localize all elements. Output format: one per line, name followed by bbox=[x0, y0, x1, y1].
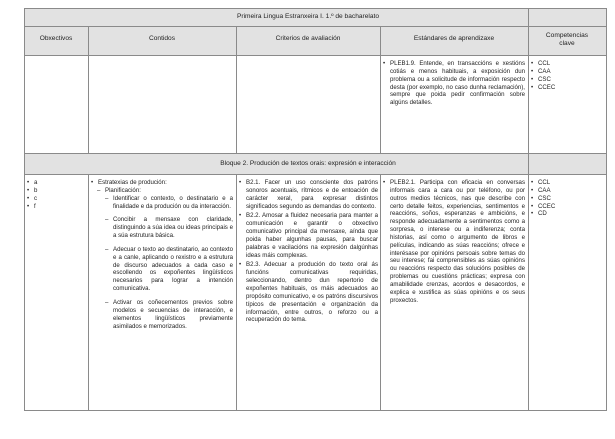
objective-item: • c bbox=[26, 195, 86, 203]
competence-item: • CSC bbox=[530, 195, 604, 203]
standard-item: • PLEB1.9. Entende, en transaccións e xestións cotiás e menos habituais, a exposición dun problema ou a solicitude de información respecto desta (por exemplo, no caso dunha reclamación), sempre que poida pedir confirmación sobre algúns detalles. bbox=[382, 60, 525, 107]
rule bbox=[236, 174, 237, 411]
block-title: Bloque 2. Produción de textos orais: expresión e interacción bbox=[220, 160, 396, 167]
header-competences bbox=[528, 32, 606, 48]
table-title: Primeira Lingua Estranxeira I. 1.º de bacharelato bbox=[236, 13, 380, 20]
rule bbox=[88, 174, 89, 411]
objective-item: • a bbox=[26, 179, 86, 187]
competence-item: • CCEC bbox=[530, 84, 604, 92]
rule bbox=[24, 153, 607, 154]
competence-item: • CAA bbox=[530, 68, 604, 76]
rule bbox=[24, 410, 607, 411]
rule bbox=[528, 8, 529, 26]
competence-item: • CSC bbox=[530, 76, 604, 84]
rule bbox=[528, 174, 529, 411]
competences-cell-row1 bbox=[530, 60, 604, 91]
standard-item: • PLEB2.1. Participa con eficacia en conversas informais cara a cara ou por teléfono, ou por outros medios técnicos, nas que describe con certo detalle feitos, experiencias, sentimentos e reaccións, soños, esperanzas e ambicións, e responde adecuadamente a sentimentos como a sorpresa, o interese ou a indiferenza; conta historias, así como o argumento de libros e películas, indicando as súas reaccións; ofrece e interésase por opinións persoais sobre temas do seu interese; fai comprensibles as súas opinións ou reaccións respecto das solucións posibles de problemas ou cuestións prácticas; expresa con amabilidade crenzas, acordos e desacordos, e explica e xustifica as súas opinións e os seus proxectos. bbox=[382, 179, 525, 305]
standard-cell-row2 bbox=[382, 179, 525, 305]
rule bbox=[24, 8, 25, 411]
contents-subheading: – Planificación: bbox=[90, 187, 233, 195]
header-competences-line2: clave bbox=[559, 40, 575, 47]
standard-cell-row1 bbox=[382, 60, 525, 107]
rule bbox=[236, 26, 237, 154]
rule bbox=[24, 26, 607, 27]
rule bbox=[528, 153, 529, 175]
criterion-item: • B2.1. Facer un uso consciente dos patróns sonoros acentuais, rítmicos e de entoación de carácter xeral, para expresar distintos significados segundo as demandas do contexto. bbox=[238, 179, 378, 210]
rule bbox=[380, 174, 381, 411]
rule bbox=[380, 26, 381, 154]
rule bbox=[24, 55, 607, 56]
rule bbox=[24, 8, 607, 9]
header-criteria: Criterios de avaliación bbox=[275, 35, 341, 42]
competence-item: • CCL bbox=[530, 60, 604, 68]
contents-item: – Activar os coñecementos previos sobre modelos e secuencias de interacción, e elementos lingüísticos previamente asimilados e memorizados. bbox=[98, 299, 233, 330]
objective-item: • b bbox=[26, 187, 86, 195]
contents-item: – Concibir a mensaxe con claridade, distinguindo a súa idea ou ideas principais e a súa estrutura básica. bbox=[98, 216, 233, 240]
rule bbox=[88, 26, 89, 154]
header-standards: Estándares de aprendizaxe bbox=[413, 35, 495, 42]
contents-heading: • Estratexias de produción: bbox=[90, 179, 233, 187]
rule bbox=[606, 8, 607, 411]
contents-cell bbox=[90, 179, 233, 330]
objective-item: • f bbox=[26, 203, 86, 211]
header-contents: Contidos bbox=[148, 35, 176, 42]
competence-item: • CAA bbox=[530, 187, 604, 195]
competence-item: • CCL bbox=[530, 179, 604, 187]
competences-cell-row2 bbox=[530, 179, 604, 218]
competence-item: • CCEC bbox=[530, 203, 604, 211]
competence-item: • CD bbox=[530, 210, 604, 218]
contents-item: – Adecuar o texto ao destinatario, ao contexto e a canle, aplicando o rexistro e a estrutura de discurso adecuados a cada caso e escollendo os expoñentes lingüísticos necesarios para lograr a intención comunicativa. bbox=[98, 246, 233, 293]
criterion-item: • B2.2. Amosar a fluidez necesaria para manter a comunicación e garantir o obxectivo comunicativo principal da mensaxe, aínda que poida haber algunhas pausas, para buscar palabras e vacilacións na expresión dalgúnhas ideas máis complexas. bbox=[238, 212, 378, 259]
criteria-cell bbox=[238, 179, 378, 324]
header-objectives: Obxectivos bbox=[39, 35, 73, 42]
rule bbox=[24, 174, 607, 175]
contents-item: – Identificar o contexto, o destinatario e a finalidade e da produción ou da interacción. bbox=[98, 195, 233, 211]
header-competences-line1: Competencias bbox=[545, 32, 589, 39]
objectives-cell bbox=[26, 179, 86, 210]
criterion-item: • B2.3. Adecuar a produción do texto oral ás funcións comunicativas requiridas, seleccionando, dentro dun repertorio de expoñentes habituais, os máis adecuados ao propósito comunicativo, e os patróns discursivos típicos de presentación e organización da información, entre outros, o reforzo ou a recuperación do tema. bbox=[238, 261, 378, 324]
